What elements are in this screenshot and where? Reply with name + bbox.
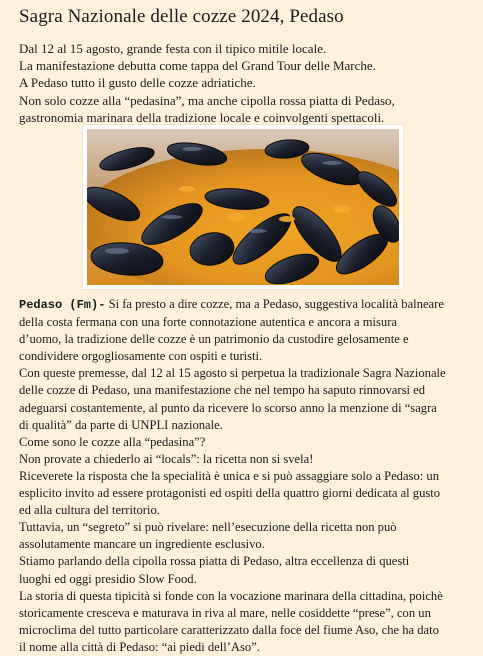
body-line [19, 296, 479, 314]
body-line: Tuttavia, un “segreto” si può rivelare: nell’esecuzione della ricetta non può [19, 520, 397, 535]
intro-line: A Pedaso tutto il gusto delle cozze adriatiche. [19, 75, 256, 91]
body-line: adeguarsi costantemente, al punto da ricevere lo scorso anno la menzione di “sagra [19, 400, 437, 415]
body-line: ed alla cultura del territorio. [19, 503, 160, 518]
mussels-photo [83, 125, 403, 289]
body-line: Riceverete la risposta che la specialità è unica e si può assaggiare solo a Pedaso: un [19, 468, 439, 483]
intro-line: gastronomia marinara della tradizione locale e coinvolgenti spettacoli. [19, 109, 385, 125]
article-body [19, 296, 479, 656]
body-line: Come sono le cozze alla “pedasina”? [19, 434, 206, 449]
body-line: luoghi ed oggi presidio Slow Food. [19, 571, 197, 586]
body-line: il nome alla città di Pedaso: “ai piedi dell’Aso”. [19, 639, 260, 654]
intro-line: La manifestazione debutta come tappa del Grand Tour delle Marche. [19, 58, 376, 74]
body-line: Non provate a chiederlo ai “locals”: la ricetta non si svela! [19, 451, 314, 466]
intro-line: Dal 12 al 15 agosto, grande festa con il tipico mitile locale. [19, 41, 327, 56]
article-title: Sagra Nazionale delle cozze 2024, Pedaso [19, 6, 344, 27]
body-line: Con queste premesse, dal 12 al 15 agosto si perpetua la tradizionale Sagra Nazionale [19, 366, 446, 381]
body-line: della costa fermana con una forte connotazione autentica e ancora a misura [19, 315, 397, 330]
article-intro [19, 40, 479, 126]
body-line: delle cozze di Pedaso, una manifestazione che nel tempo ha saputo rinnovarsi ed [19, 383, 426, 398]
body-line: assolutamente mancare un ingrediente esclusivo. [19, 537, 265, 552]
body-line-text: Si fa presto a dire cozze, ma a Pedaso, suggestiva località balneare [105, 297, 444, 311]
dateline: Pedaso (Fm)- [19, 298, 106, 312]
body-line: di qualità” da parte di UNPLI nazionale. [19, 417, 223, 432]
intro-line: Non solo cozze alla “pedasina”, ma anche cipolla rossa piatta di Pedaso, [19, 92, 395, 108]
body-line: microclima del tutto particolare caratterizzato dalla foce del fiume Aso, che ha dato [19, 622, 439, 637]
body-line: storicamente cresceva e maturava in riva al mare, nelle cosiddette “prese”, con un [19, 605, 431, 620]
body-line: d’uomo, la tradizione delle cozze è un patrimonio da custodire gelosamente e [19, 332, 409, 347]
body-line: La storia di questa tipicità si fonde con la vocazione marinara della cittadina, poichè [19, 588, 443, 603]
body-line: condividere orgogliosamente con ospiti e turisti. [19, 349, 263, 364]
mussels-photo-image [87, 129, 399, 285]
body-line: esplicito invito ad essere protagonisti ed ospiti della quattro giorni dedicata al gusto [19, 486, 441, 501]
body-line: Stiamo parlando della cipolla rossa piatta di Pedaso, altra eccellenza di questi [19, 554, 410, 569]
